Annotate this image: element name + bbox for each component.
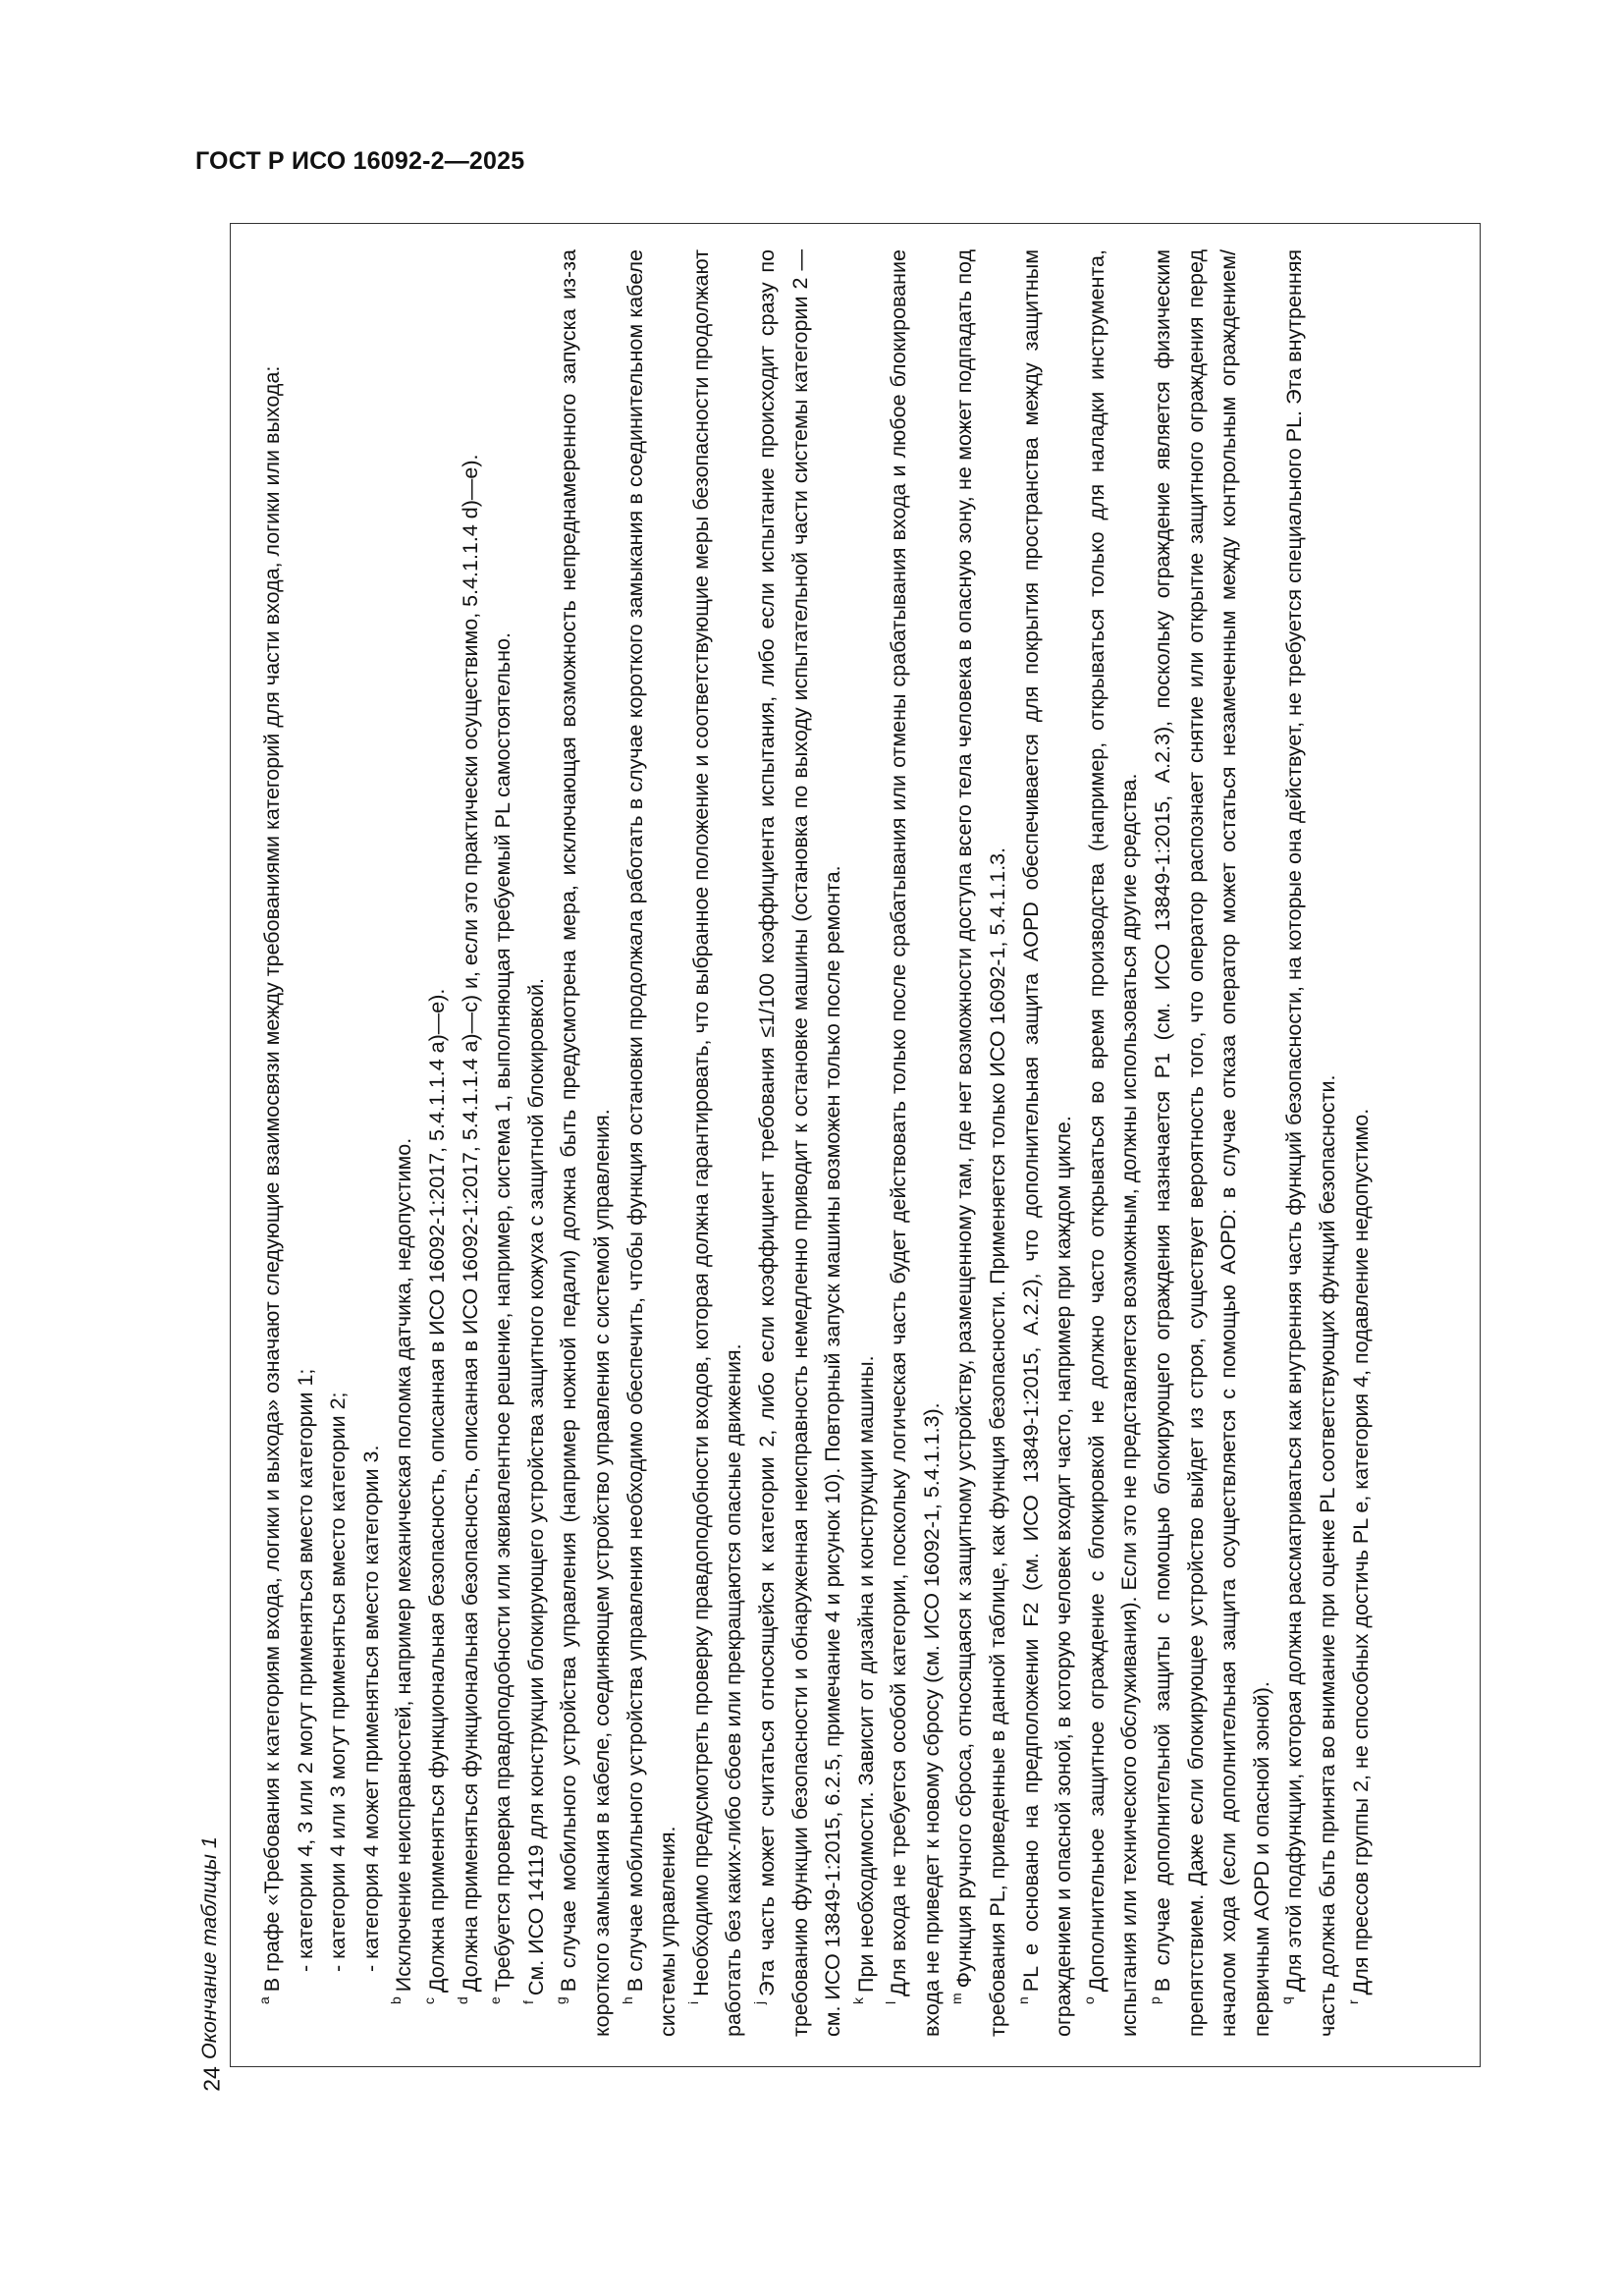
footnote-h: $^h$В случае мобильного устройства управления необходимо обеспечить, чтобы функция остановки продолжала работать в случае короткого замыкания в соединительном кабеле системы управления. (619, 249, 680, 2037)
footnote-text: Для этой подфункции, которая должна рассматриваться как внутренняя часть функций безопасности, на которые она действует, не требуется специального PL. Эта внутренняя часть должна быть принята во внимание при оценке PL соответствующих функций безопасности. (1282, 249, 1339, 2037)
landscape-content (191, 221, 1507, 2067)
footnote-text: В графе «Требования к категориям входа, логики и выхода» означают следующие взаимосвязи между требованиями категорий для части входа, логики или выхода: (260, 365, 284, 1993)
footnote-text: В случае мобильного устройства управления (например ножной педали) должна быть предусмотрена мера, исключающая возможность непреднамеренного запуска из-за короткого замыкания в кабеле, соединяющем устройство управления с системой управления. (557, 249, 614, 2037)
footnote-o: $^o$Дополнительное защитное ограждение с блокировкой не должно часто открываться во время производства (например, открываться только для наладки инструмента, испытания или технического обслуживания). Если это не представляется возможным, должны использоваться другие средства. (1080, 249, 1142, 2037)
footnote-g: $^g$В случае мобильного устройства управления (например ножной педали) должна быть предусмотрена мера, исключающая возможность непреднамеренного запуска из-за короткого замыкания в кабеле, соединяющем устройство управления с системой управления. (553, 249, 614, 2037)
footnote-c: $^c$Должна применяться функциональная безопасность, описанная в ИСО 16092-1:2017, 5.4.1.1.4 a)—e). (420, 988, 449, 2004)
footnote-text: Эта часть может считаться относящейся к категории 2, либо если коэффициент требования ≤1/100 коэффициента испытания, либо если испытание происходит сразу по требованию функции безопасности и обнаруженная неисправность немедленно приводит к остановке машины (остановка по выходу испытательной части системы категории 2 — см. ИСО 13849-1:2015, 6.2.5, примечание 4 и рисунок 10). Повторный запуск машины возможен только после ремонта. (754, 249, 845, 2037)
document-header: ГОСТ Р ИСО 16092-2—2025 (195, 147, 525, 175)
footnote-a-item-3: - категория 4 может применяться вместо категории 3. (358, 1445, 383, 1972)
footnote-text: В случае мобильного устройства управления необходимо обеспечить, чтобы функция остановки продолжала работать в случае короткого замыкания в соединительном кабеле системы управления. (622, 249, 680, 2037)
footnote-a: $^a$В графе «Требования к категориям входа, логики и выхода» означают следующие взаимосвязи между требованиями категорий для части входа, логики или выхода: (256, 365, 284, 2004)
table-notes-frame (230, 223, 1481, 2067)
footnote-text: Требуется проверка правдоподобности или эквивалентное решение, например, система 1, выполняющая требуемый PL самостоятельно. (491, 632, 515, 1993)
footnote-text: Должна применяться функциональная безопасность, описанная в ИСО 16092-1:2017, 5.4.1.1.4 a)—c) и, если это практически осуществимо, 5.4.1.1.4 d)—e). (458, 454, 482, 1993)
table-caption: Окончание таблицы 1 (197, 1836, 221, 2059)
footnote-text: Исключение неисправностей, например механическая поломка датчика, недопустимо. (392, 1137, 416, 1993)
footnote-q: $^q$Для этой подфункции, которая должна рассматриваться как внутренняя часть функций безопасности, на которые она действует, не требуется специального PL. Эта внутренняя часть должна быть принята во внимание при оценке PL соответствующих функций безопасности. (1278, 249, 1339, 2037)
footnote-j: $^j$Эта часть может считаться относящейся к категории 2, либо если коэффициент требования ≤1/100 коэффициента испытания, либо если испытание происходит сразу по требованию функции безопасности и обнаруженная неисправность немедленно приводит к остановке машины (остановка по выходу испытательной части системы категории 2 — см. ИСО 13849-1:2015, 6.2.5, примечание 4 и рисунок 10). Повторный запуск машины возможен только после ремонта. (750, 249, 845, 2037)
footnote-p: $^p$В случае дополнительной защиты с помощью блокирующего ограждения назначается P1 (см. ИСО 13849-1:2015, A.2.3), поскольку ограждение является физическим препятствием. Даже если блокирующее устройство выйдет из строя, существует вероятность того, что оператор распознает снятие или открытие защитного ограждения перед началом хода (если дополнительная защита осуществляется с помощью AOPD: в случае отказа оператор может остаться незамеченным между контрольным ограждением/первичным AOPD и опасной зоной). (1147, 249, 1273, 2037)
footnote-text: См. ИСО 14119 для конструкции блокирующего устройства защитного кожуха с защитной блокировкой. (523, 977, 548, 1996)
footnote-e: $^e$Требуется проверка правдоподобности или эквивалентное решение, например, система 1, выполняющая требуемый PL самостоятельно. (487, 632, 515, 2004)
footnote-text: Функция ручного сброса, относящаяся к защитному устройству, размещенному там, где нет возможности доступа всего тела человека в опасную зону, не может подпадать под требования PL, приведенные в данной таблице, как функция безопасности. Применяется только ИСО 16092-1, 5.4.1.1.3. (952, 249, 1010, 2037)
footnote-i: $^i$Необходимо предусмотреть проверку правдоподобности входов, которая должна гарантировать, что выбранное положение и соответствующие меры безопасности продолжают работать без каких-либо сбоев или прекращаются опасные движения. (684, 249, 746, 2037)
footnote-text: PL e основано на предположении F2 (см. ИСО 13849-1:2015, A.2.2), что дополнительная защита AOPD обеспечивается для покрытия пространства между защитным ограждением и опасной зоной, в которую человек входит часто, например при каждом цикле. (1018, 249, 1076, 2037)
footnote-text: В случае дополнительной защиты с помощью блокирующего ограждения назначается P1 (см. ИСО 13849-1:2015, A.2.3), поскольку ограждение является физическим препятствием. Даже если блокирующее устройство выйдет из строя, существует вероятность того, что оператор распознает снятие или открытие защитного ограждения перед началом хода (если дополнительная защита осуществляется с помощью AOPD: в случае отказа оператор может остаться незамеченным между контрольным ограждением/первичным AOPD и опасной зоной). (1151, 249, 1273, 2037)
page-number-text: 24 (198, 2066, 225, 2092)
table-notes (256, 249, 1378, 2037)
footnote-text: Для входа не требуется особой категории, поскольку логическая часть будет действовать только после срабатывания или отмены срабатывания входа и любое блокирование входа не приведет к новому сбросу (см. ИСО 16092-1, 5.4.1.1.3). (887, 249, 944, 2037)
footnote-l: $^l$Для входа не требуется особой категории, поскольку логическая часть будет действовать только после срабатывания или отмены срабатывания входа и любое блокирование входа не приведет к новому сбросу (см. ИСО 16092-1, 5.4.1.1.3). (883, 249, 944, 2037)
footnote-k: $^k$При необходимости. Зависит от дизайна и конструкции машины. (849, 1355, 878, 2004)
footnote-a-item-2: - категории 4 или 3 могут применяться вместо категории 2; (326, 1392, 351, 1972)
footnote-n: $^n$PL e основано на предположении F2 (см. ИСО 13849-1:2015, A.2.2), что дополнительная защита AOPD обеспечивается для покрытия пространства между защитным ограждением и опасной зоной, в которую человек входит часто, например при каждом цикле. (1014, 249, 1076, 2037)
footnote-d: $^d$Должна применяться функциональная безопасность, описанная в ИСО 16092-1:2017, 5.4.1.1.4 a)—c) и, если это практически осуществимо, 5.4.1.1.4 d)—e). (454, 454, 482, 2004)
footnote-m: $^m$Функция ручного сброса, относящаяся к защитному устройству, размещенному там, где нет возможности доступа всего тела человека в опасную зону, не может подпадать под требования PL, приведенные в данной таблице, как функция безопасности. Применяется только ИСО 16092-1, 5.4.1.1.3. (948, 249, 1010, 2037)
footnote-a-item-1: - категории 4, 3 или 2 могут применяться вместо категории 1; (293, 1368, 317, 1972)
footnote-b: $^b$Исключение неисправностей, например механическая поломка датчика, недопустимо. (388, 1137, 416, 2004)
page-number (199, 2062, 225, 2096)
rotated-page-content (191, 221, 1507, 2067)
footnote-f: $^f$См. ИСО 14119 для конструкции блокирующего устройства защитного кожуха с защитной блокировкой. (519, 977, 548, 2004)
footnote-text: Необходимо предусмотреть проверку правдоподобности входов, которая должна гарантировать, что выбранное положение и соответствующие меры безопасности продолжают работать без каких-либо сбоев или прекращаются опасные движения. (688, 249, 746, 2037)
footnote-text: Должна применяться функциональная безопасность, описанная в ИСО 16092-1:2017, 5.4.1.1.4 a)—e). (424, 988, 449, 1993)
footnote-text: При необходимости. Зависит от дизайна и конструкции машины. (853, 1355, 878, 1993)
footnote-r: $^r$Для прессов группы 2, не способных достичь PL e, категория 4, подавление недопустимо. (1344, 1108, 1373, 2004)
footnote-text: Для прессов группы 2, не способных достичь PL e, категория 4, подавление недопустимо. (1348, 1108, 1373, 1995)
footnote-text: Дополнительное защитное ограждение с блокировкой не должно часто открываться во время производства (например, открываться только для наладки инструмента, испытания или технического обслуживания). Если это не представляется возможным, должны использоваться другие средства. (1084, 249, 1142, 2037)
